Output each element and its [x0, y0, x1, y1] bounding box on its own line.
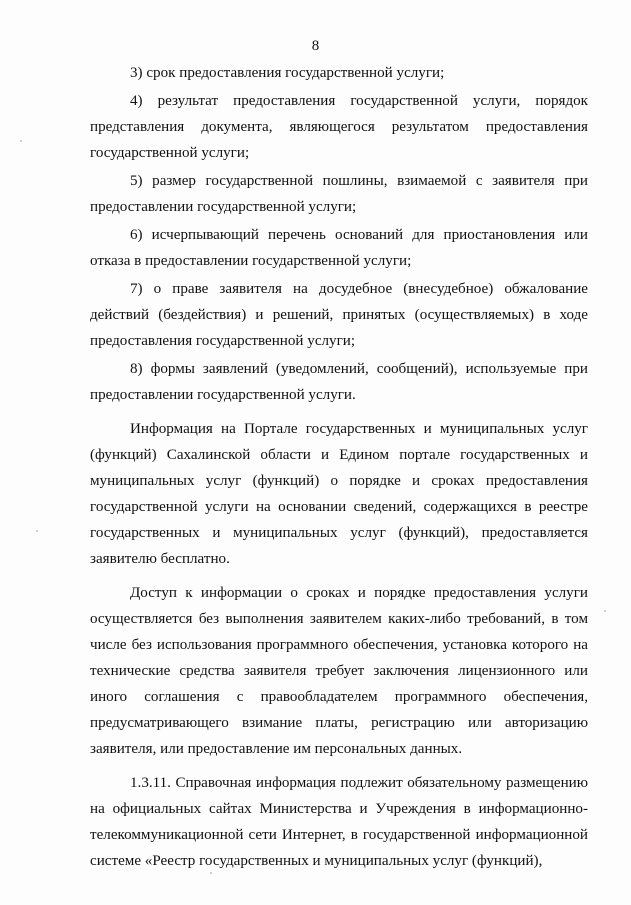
paragraph-1-3-11: 1.3.11. Справочная информация подлежит обязательному размещению на официальных сайтах Министерства и Учреждения в информационно-телекоммуникационной сети Интернет, в государственной информационной системе «Реестр государственных и муниципальных услуг (функций),	[90, 775, 588, 869]
scan-speck	[20, 140, 22, 142]
paragraph-item-6: 6) исчерпывающий перечень оснований для приостановления или отказа в предоставлении государственной услуги;	[90, 227, 588, 269]
paragraph-item-3: 3) срок предоставления государственной услуги;	[130, 65, 445, 81]
paragraph-item-7: 7) о праве заявителя на досудебное (внесудебное) обжалование действий (бездействия) и решений, принятых (осуществляемых) в ходе предоставления государственной услуги;	[90, 281, 588, 349]
paragraph-item-4: 4) результат предоставления государственной услуги, порядок представления документа, являющегося результатом предоставления государственной услуги;	[90, 93, 588, 161]
paragraph-portal-info: Информация на Портале государственных и муниципальных услуг (функций) Сахалинской области и Едином портале государственных и муниципальных услуг (функций) о порядке и сроках предоставления государственной услуги на основании сведений, содержащихся в реестре государственных и муниципальных услуг (функций), предоставляется заявителю бесплатно.	[90, 421, 588, 567]
scan-speck	[604, 610, 606, 612]
document-body	[90, 60, 588, 874]
paragraph-item-5: 5) размер государственной пошлины, взимаемой с заявителя при предоставлении государственной услуги;	[90, 173, 588, 215]
paragraph-access-info: Доступ к информации о сроках и порядке предоставления услуги осуществляется без выполнения заявителем каких-либо требований, в том числе без использования программного обеспечения, установка которого на технические средства заявителя требует заключения лицензионного или иного соглашения с правообладателем программного обеспечения, предусматривающего взимание платы, регистрацию или авторизацию заявителя, или предоставление им персональных данных.	[90, 585, 588, 757]
page-number: 8	[311, 38, 320, 54]
paragraph-item-8: 8) формы заявлений (уведомлений, сообщений), используемые при предоставлении государственной услуги.	[90, 361, 588, 403]
scan-speck	[36, 530, 38, 532]
scan-speck	[210, 872, 212, 874]
